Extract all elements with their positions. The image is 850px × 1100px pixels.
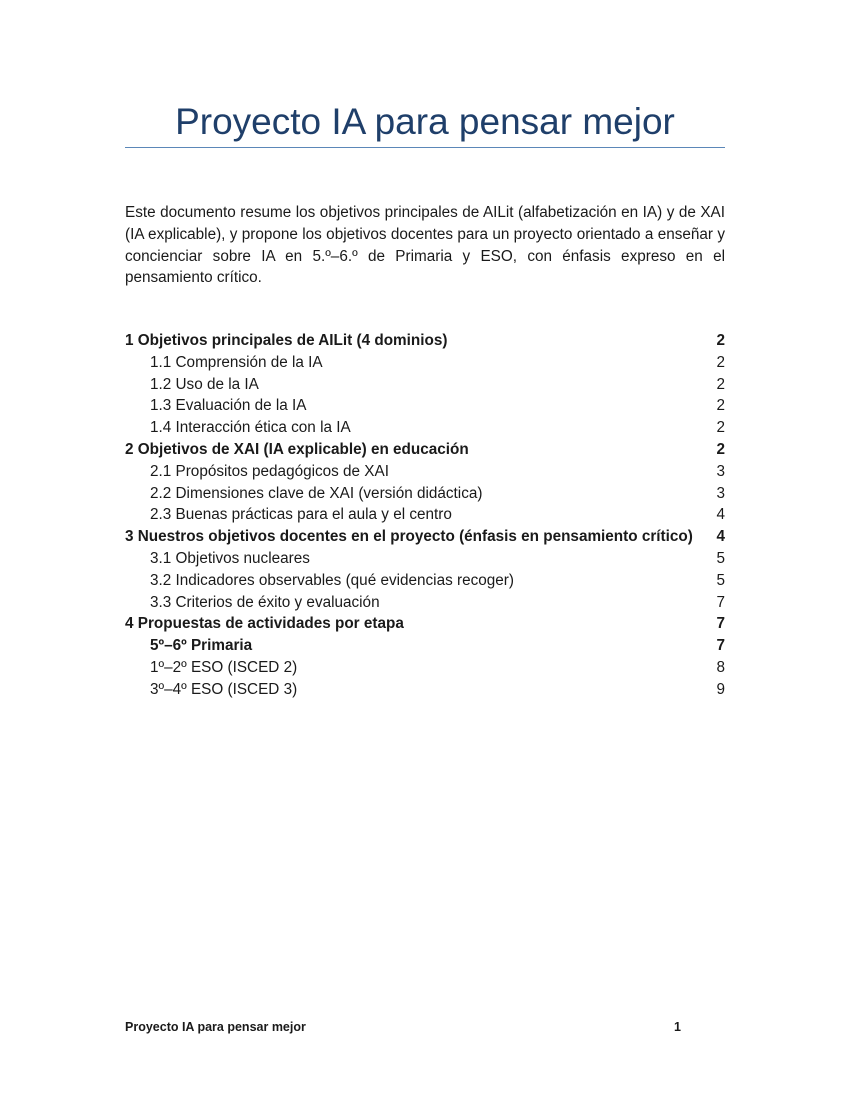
footer-page-number: 1	[674, 1020, 681, 1034]
toc-subsection-3-1[interactable]	[125, 548, 725, 570]
toc-entry-text: 3.2 Indicadores observables (qué evidencias recoger)	[150, 571, 514, 589]
toc-page-number: 7	[716, 593, 725, 611]
toc-page-number: 7	[716, 637, 725, 655]
toc-subsection-primaria[interactable]	[125, 635, 725, 657]
toc-section-1[interactable]	[125, 330, 725, 352]
toc-entry-text: 4 Propuestas de actividades por etapa	[125, 615, 404, 633]
toc-entry-text: 3.1 Objetivos nucleares	[150, 549, 310, 567]
toc-entry-text: 3 Nuestros objetivos docentes en el proyecto (énfasis en pensamiento crítico)	[125, 528, 693, 546]
toc-page-number: 4	[716, 528, 725, 546]
title-underline	[125, 147, 725, 148]
toc-entry-text: 2.1 Propósitos pedagógicos de XAI	[150, 462, 389, 480]
toc-entry-text: 3.3 Criterios de éxito y evaluación	[150, 593, 380, 611]
toc-entry-text: 2.3 Buenas prácticas para el aula y el centro	[150, 506, 452, 524]
toc-subsection-1-2[interactable]	[125, 374, 725, 396]
toc-entry-text: 1º–2º ESO (ISCED 2)	[150, 658, 298, 676]
toc-entry-text: 5º–6º Primaria	[150, 637, 253, 655]
toc-entry-text: 1 Objetivos principales de AILit (4 dominios)	[125, 332, 448, 349]
toc-page-number: 5	[716, 549, 725, 567]
toc-page-number: 3	[716, 462, 725, 480]
toc-page-number: 2	[716, 419, 725, 437]
toc-subsection-2-3[interactable]	[125, 504, 725, 526]
toc-page-number: 2	[716, 332, 725, 349]
toc-entry-text: 3º–4º ESO (ISCED 3)	[150, 680, 298, 698]
toc-section-3[interactable]	[125, 526, 725, 548]
document-title: Proyecto IA para pensar mejor	[175, 101, 675, 142]
toc-page-number: 3	[716, 484, 725, 502]
page-footer	[125, 1019, 681, 1035]
footer-title: Proyecto IA para pensar mejor	[125, 1020, 306, 1034]
toc-page-number: 7	[716, 615, 725, 633]
toc-entry-text: 2.2 Dimensiones clave de XAI (versión didáctica)	[150, 484, 483, 502]
toc-section-2[interactable]	[125, 439, 725, 461]
toc-entry-text: 1.1 Comprensión de la IA	[150, 353, 323, 371]
toc-page-number: 2	[716, 397, 725, 415]
toc-page-number: 4	[716, 506, 725, 524]
toc-page-number: 2	[716, 353, 725, 371]
intro-paragraph: Este documento resume los objetivos principales de AILit (alfabetización en IA) y de XAI (IA explicable), y propone los objetivos docentes para un proyecto orientado a enseñar y concienciar sobre IA en 5.º–6.º de Primaria y ESO, con énfasis expreso en el pensamiento crítico.	[125, 204, 725, 287]
toc-entry-text: 2 Objetivos de XAI (IA explicable) en educación	[125, 440, 469, 458]
toc-entry-text: 1.4 Interacción ética con la IA	[150, 419, 351, 437]
toc-subsection-2-1[interactable]	[125, 461, 725, 483]
toc-subsection-1-4[interactable]	[125, 417, 725, 439]
toc-subsection-1-1[interactable]	[125, 352, 725, 374]
toc-section-4[interactable]	[125, 613, 725, 635]
toc-subsection-eso-3-4[interactable]	[125, 679, 725, 701]
table-of-contents	[125, 330, 725, 701]
toc-page-number: 2	[716, 375, 725, 393]
toc-subsection-3-3[interactable]	[125, 592, 725, 614]
toc-entry-text: 1.3 Evaluación de la IA	[150, 397, 307, 415]
toc-page-number: 9	[716, 680, 725, 698]
toc-entry-text: 1.2 Uso de la IA	[150, 375, 259, 393]
toc-subsection-eso-1-2[interactable]	[125, 657, 725, 679]
toc-subsection-2-2[interactable]	[125, 483, 725, 505]
toc-page-number: 8	[716, 658, 725, 676]
toc-subsection-1-3[interactable]	[125, 395, 725, 417]
toc-page-number: 2	[716, 440, 725, 458]
toc-subsection-3-2[interactable]	[125, 570, 725, 592]
toc-page-number: 5	[716, 571, 725, 589]
